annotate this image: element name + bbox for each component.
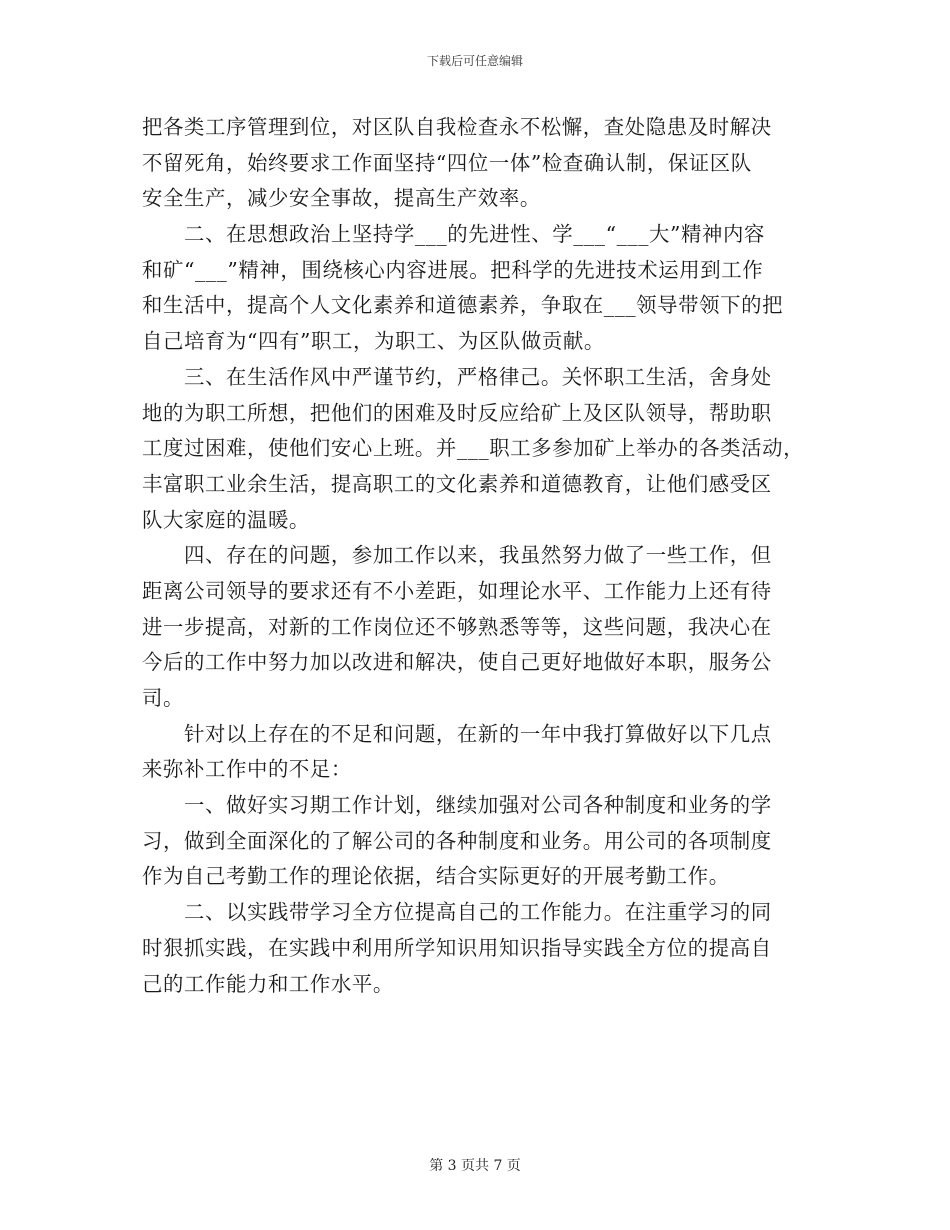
text-line: 和生活中，提高个人文化素养和道德素养，争取在___领导带领下的把 <box>142 293 784 318</box>
text-line: 地的为职工所想，把他们的困难及时反应给矿上及区队领导，帮助职 <box>142 400 772 425</box>
text-line: 针对以上存在的不足和问题，在新的一年中我打算做好以下几点 <box>142 721 772 746</box>
text-line: 时狠抓实践，在实践中利用所学知识用知识指导实践全方位的提高自 <box>142 935 772 960</box>
text-line: 和矿“___”精神，围绕核心内容进展。把科学的先进技术运用到工作 <box>142 257 764 282</box>
text-line: 司。 <box>142 686 184 710</box>
text-line: 自己培育为“四有”职工，为职工、为区队做贡献。 <box>142 329 605 354</box>
text-line: 不留死角，始终要求工作面坚持“四位一体”检查确认制，保证区队 <box>142 150 752 175</box>
text-line: 作为自己考勤工作的理论依据，结合实际更好的开展考勤工作。 <box>142 864 730 889</box>
text-line: 习，做到全面深化的了解公司的各种制度和业务。用公司的各项制度 <box>142 828 772 853</box>
text-line: 四、存在的问题，参加工作以来，我虽然努力做了一些工作，但 <box>142 543 772 568</box>
text-line: 丰富职工业余生活，提高职工的文化素养和道德教育，让他们感受区 <box>142 471 772 496</box>
text-line: 三、在生活作风中严谨节约，严格律己。关怀职工生活，舍身处 <box>142 364 772 389</box>
text-line: 工度过困难，使他们安心上班。并___职工多参加矿上举办的各类活动， <box>142 436 805 461</box>
text-line: 一、做好实习期工作计划，继续加强对公司各种制度和业务的学 <box>142 793 772 818</box>
document-body <box>142 110 822 1002</box>
page-header: 下载后可任意编辑 <box>426 54 523 68</box>
text-line: 二、在思想政治上坚持学___的先进性、学___“___大”精神内容 <box>142 222 765 247</box>
text-line: 队大家庭的温暖。 <box>142 507 310 532</box>
text-line: 今后的工作中努力加以改进和解决，使自己更好地做好本职，服务公 <box>142 650 772 675</box>
text-line: 进一步提高，对新的工作岗位还不够熟悉等等，这些问题，我决心在 <box>142 614 772 639</box>
text-line: 来弥补工作中的不足： <box>142 757 352 782</box>
text-line: 距离公司领导的要求还有不小差距，如理论水平、工作能力上还有待 <box>142 578 772 603</box>
text-line: 安全生产，减少安全事故，提高生产效率。 <box>142 186 541 211</box>
text-line: 二、以实践带学习全方位提高自己的工作能力。在注重学习的同 <box>142 900 772 925</box>
text-line: 己的工作能力和工作水平。 <box>142 971 394 996</box>
text-line: 把各类工序管理到位，对区队自我检查永不松懈，查处隐患及时解决 <box>142 115 772 139</box>
page-number: 第 3 页共 7 页 <box>429 1158 521 1174</box>
